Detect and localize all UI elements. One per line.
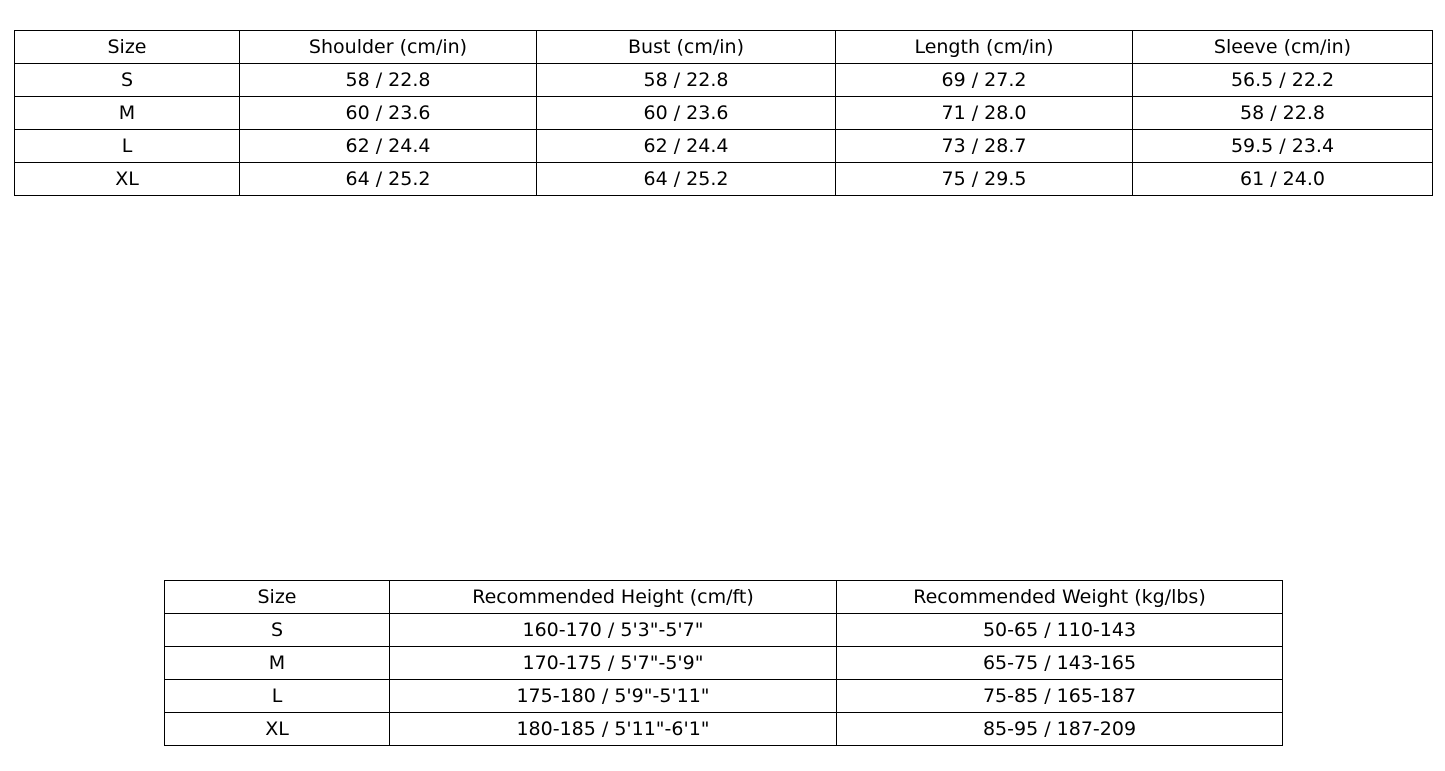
cell-sleeve: 58 / 22.8 xyxy=(1133,97,1433,130)
table-row xyxy=(165,713,1283,746)
table-row xyxy=(15,163,1433,196)
cell-size: L xyxy=(15,130,240,163)
cell-weight: 75-85 / 165-187 xyxy=(837,680,1283,713)
column-header-size: Size xyxy=(165,581,390,614)
cell-size: M xyxy=(15,97,240,130)
cell-size: L xyxy=(165,680,390,713)
table-row xyxy=(165,647,1283,680)
garment-measurements-table xyxy=(14,30,1433,196)
cell-size: S xyxy=(165,614,390,647)
cell-bust: 60 / 23.6 xyxy=(537,97,836,130)
column-header-length: Length (cm/in) xyxy=(836,31,1133,64)
cell-size: M xyxy=(165,647,390,680)
table-header-row xyxy=(165,581,1283,614)
cell-length: 71 / 28.0 xyxy=(836,97,1133,130)
cell-length: 69 / 27.2 xyxy=(836,64,1133,97)
cell-height: 170-175 / 5'7"-5'9" xyxy=(390,647,837,680)
column-header-shoulder: Shoulder (cm/in) xyxy=(240,31,537,64)
recommended-fit-table xyxy=(164,580,1283,746)
cell-size: XL xyxy=(15,163,240,196)
cell-shoulder: 58 / 22.8 xyxy=(240,64,537,97)
column-header-sleeve: Sleeve (cm/in) xyxy=(1133,31,1433,64)
cell-sleeve: 61 / 24.0 xyxy=(1133,163,1433,196)
cell-size: S xyxy=(15,64,240,97)
table-header-row xyxy=(15,31,1433,64)
cell-sleeve: 59.5 / 23.4 xyxy=(1133,130,1433,163)
cell-height: 180-185 / 5'11"-6'1" xyxy=(390,713,837,746)
cell-sleeve: 56.5 / 22.2 xyxy=(1133,64,1433,97)
garment-measurements-table-container xyxy=(14,30,1432,196)
cell-weight: 50-65 / 110-143 xyxy=(837,614,1283,647)
cell-shoulder: 60 / 23.6 xyxy=(240,97,537,130)
table-row xyxy=(165,614,1283,647)
cell-weight: 65-75 / 143-165 xyxy=(837,647,1283,680)
table-row xyxy=(15,64,1433,97)
cell-height: 160-170 / 5'3"-5'7" xyxy=(390,614,837,647)
table-row xyxy=(15,130,1433,163)
cell-bust: 62 / 24.4 xyxy=(537,130,836,163)
column-header-height: Recommended Height (cm/ft) xyxy=(390,581,837,614)
cell-shoulder: 64 / 25.2 xyxy=(240,163,537,196)
cell-height: 175-180 / 5'9"-5'11" xyxy=(390,680,837,713)
cell-bust: 64 / 25.2 xyxy=(537,163,836,196)
cell-length: 75 / 29.5 xyxy=(836,163,1133,196)
cell-length: 73 / 28.7 xyxy=(836,130,1133,163)
cell-shoulder: 62 / 24.4 xyxy=(240,130,537,163)
table-row xyxy=(165,680,1283,713)
cell-bust: 58 / 22.8 xyxy=(537,64,836,97)
cell-weight: 85-95 / 187-209 xyxy=(837,713,1283,746)
column-header-size: Size xyxy=(15,31,240,64)
column-header-weight: Recommended Weight (kg/lbs) xyxy=(837,581,1283,614)
column-header-bust: Bust (cm/in) xyxy=(537,31,836,64)
table-row xyxy=(15,97,1433,130)
cell-size: XL xyxy=(165,713,390,746)
recommended-fit-table-container xyxy=(164,580,1282,746)
